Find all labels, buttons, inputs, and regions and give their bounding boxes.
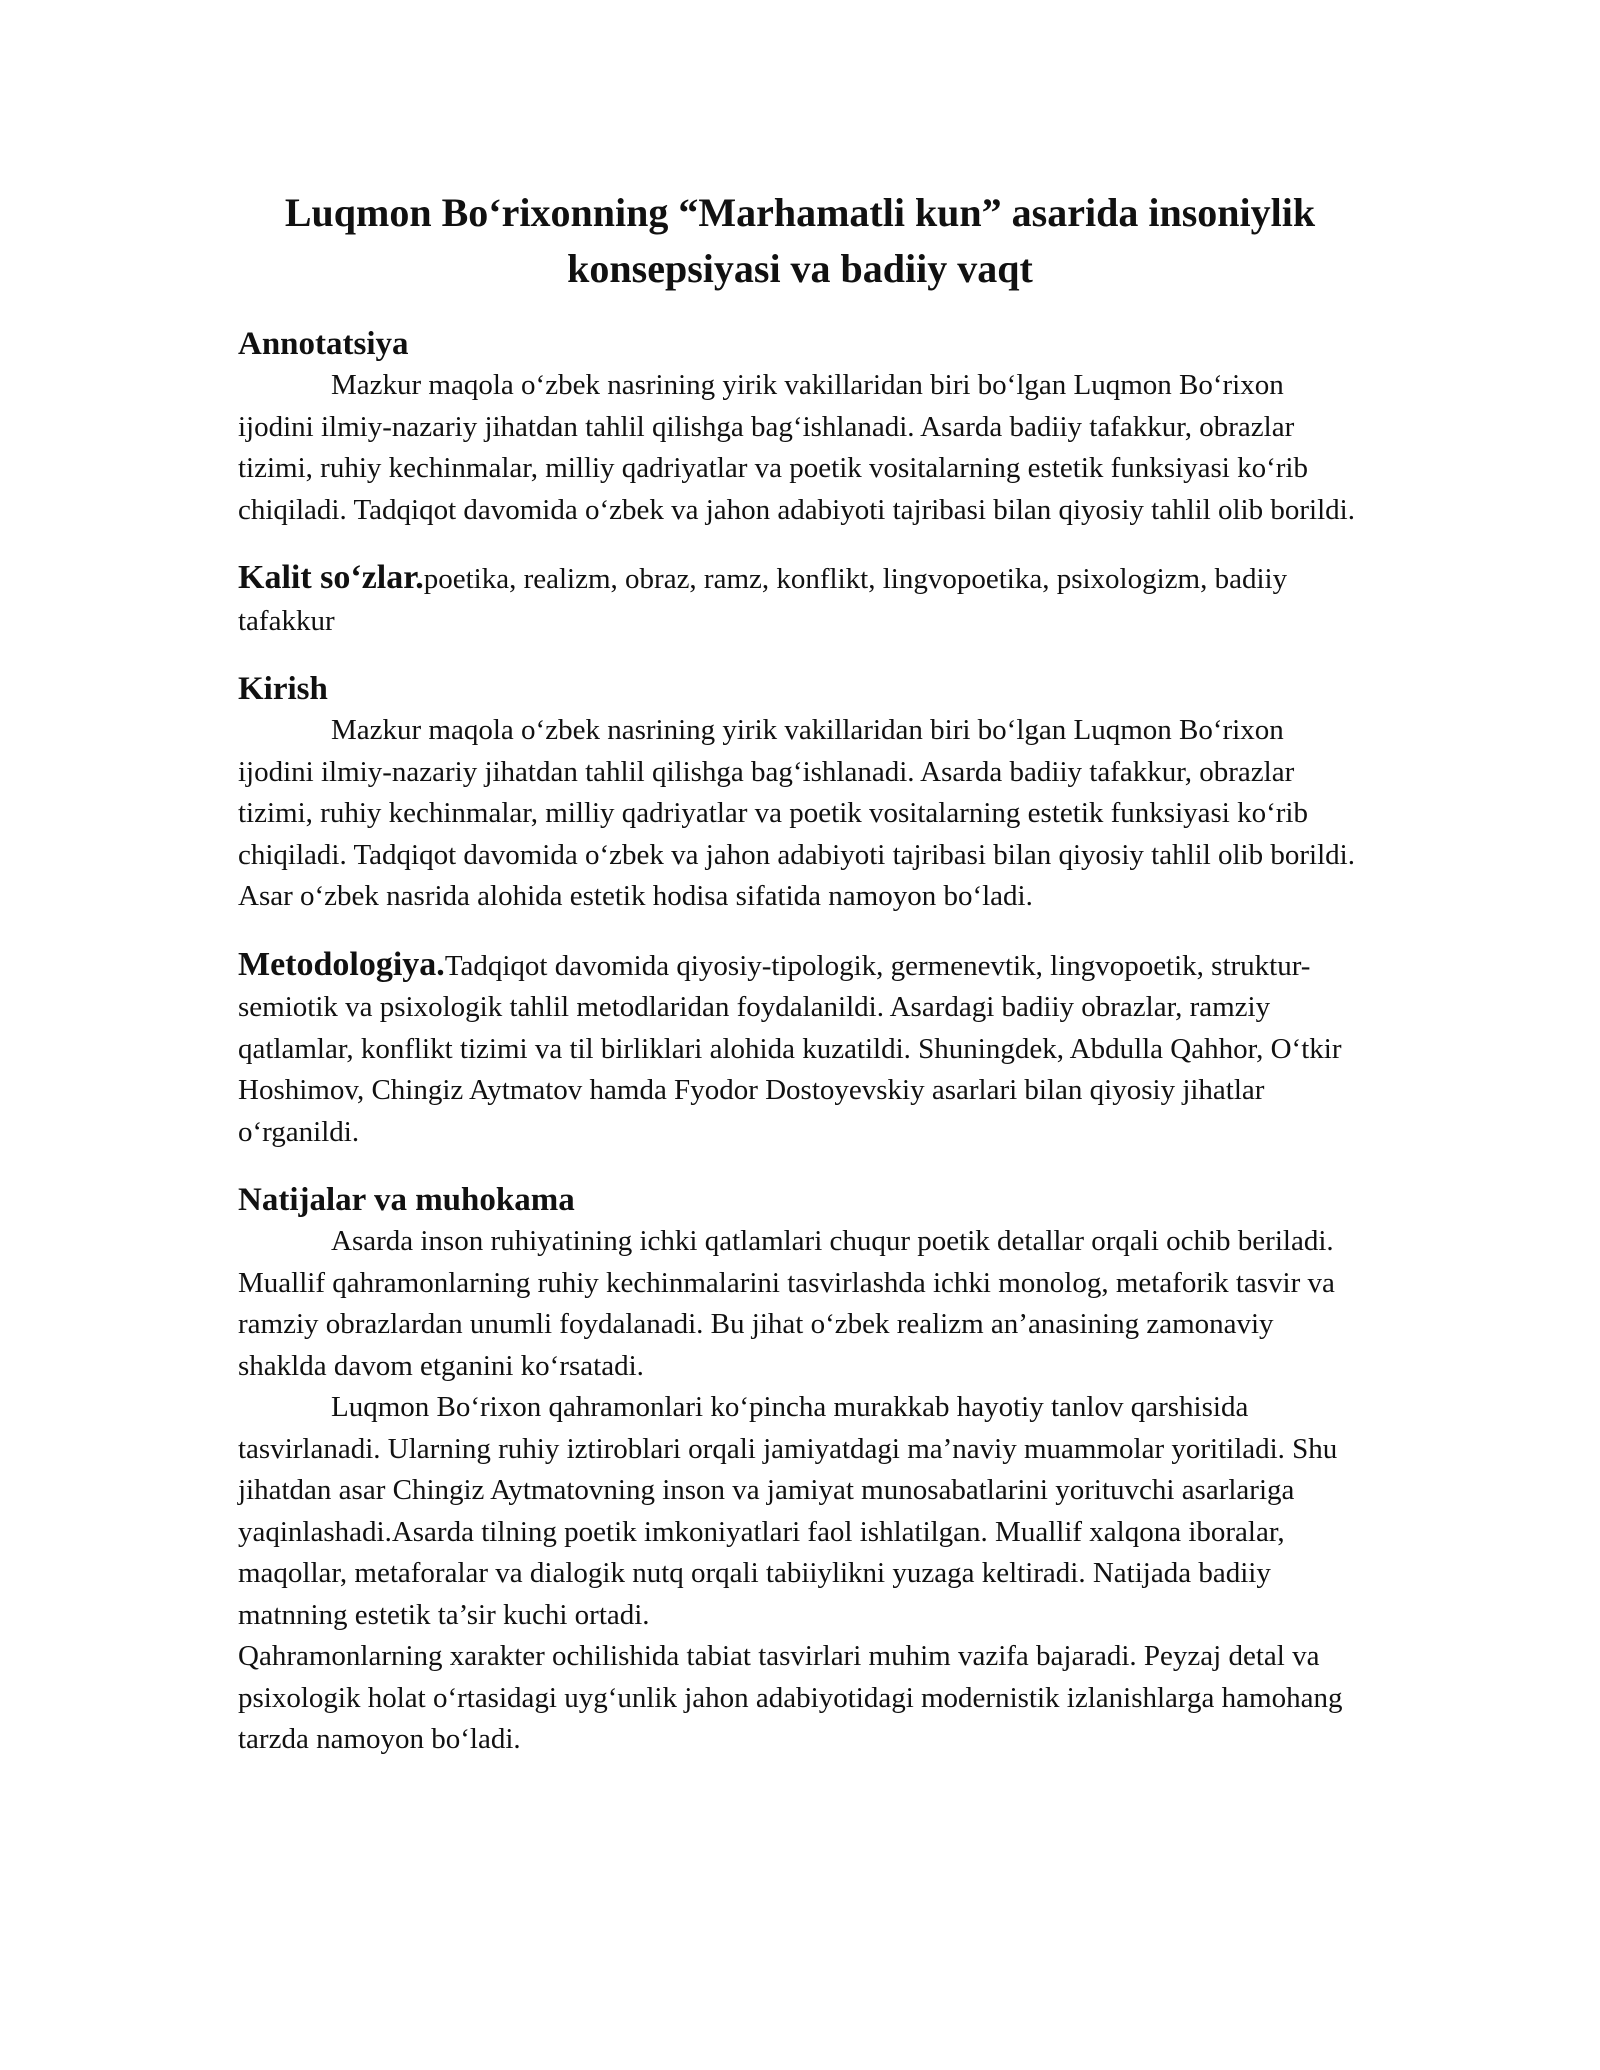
keywords-label: Kalit so‘zlar. xyxy=(238,559,424,596)
results-heading: Natijalar va muhokama xyxy=(238,1182,575,1218)
results-section xyxy=(238,1179,1362,1761)
methodology-section xyxy=(238,944,1362,1154)
keywords-section xyxy=(238,557,1362,642)
methodology-text: Tadqiqot davomida qiyosiy-tipologik, germenevtik, lingvopoetik, struktur-semiotik va psixologik tahlil metodlaridan foydalanildi. Asardagi badiiy obrazlar, ramziy qatlamlar, konflikt tizimi va til birliklari alohida kuzatildi. Shuningdek, Abdulla Qahhor, O‘tkir Hoshimov, Chingiz Aytmatov hamda Fyodor Dostoyevskiy asarlari bilan qiyosiy jihatlar o‘rganildi. xyxy=(238,949,1342,1148)
results-paragraph-1: Asarda inson ruhiyatining ichki qatlamlari chuqur poetik detallar orqali ochib beriladi. Muallif qahramonlarning ruhiy kechinmalarini tasvirlashda ichki monolog, metaforik tasvir va ramziy obrazlardan unumli foydalanadi. Bu jihat o‘zbek realizm an’anasining zamonaviy shaklda davom etganini ko‘rsatadi. xyxy=(238,1225,1335,1382)
methodology-label: Metodologiya. xyxy=(238,945,445,983)
introduction-heading: Kirish xyxy=(238,671,328,707)
keywords-paragraph xyxy=(238,557,1362,642)
annotation-section xyxy=(238,323,1362,531)
document-title: Luqmon Bo‘rixonning “Marhamatli kun” asarida insoniylik konsepsiyasi va badiiy vaqt xyxy=(284,190,1316,291)
annotation-heading: Annotatsiya xyxy=(238,326,409,362)
methodology-paragraph xyxy=(238,944,1362,1154)
results-paragraph-3: Qahramonlarning xarakter ochilishida tabiat tasvirlari muhim vazifa bajaradi. Peyzaj detal va psixologik holat o‘rtasidagi uyg‘unlik jahon adabiyotidagi modernistik izlanishlarga hamohang tarzda namoyon bo‘ladi. xyxy=(238,1640,1343,1755)
introduction-text: Mazkur maqola o‘zbek nasrining yirik vakillaridan biri bo‘lgan Luqmon Bo‘rixon ijodini ilmiy-nazariy jihatdan tahlil qilishga bag‘ishlanadi. Asarda badiiy tafakkur, obrazlar tizimi, ruhiy kechinmalar, milliy qadriyatlar va poetik vositalarning estetik funksiyasi ko‘rib chiqiladi. Tadqiqot davomida o‘zbek va jahon adabiyoti tajribasi bilan qiyosiy tahlil olib borildi. Asar o‘zbek nasrida alohida estetik hodisa sifatida namoyon bo‘ladi. xyxy=(238,714,1355,912)
keywords-text: poetika, realizm, obraz, ramz, konflikt, lingvopoetika, psixologizm, badiiy tafakkur xyxy=(238,563,1288,637)
annotation-text: Mazkur maqola o‘zbek nasrining yirik vakillaridan biri bo‘lgan Luqmon Bo‘rixon ijodini ilmiy-nazariy jihatdan tahlil qilishga bag‘ishlanadi. Asarda badiiy tafakkur, obrazlar tizimi, ruhiy kechinmalar, milliy qadriyatlar va poetik vositalarning estetik funksiyasi ko‘rib chiqiladi. Tadqiqot davomida o‘zbek va jahon adabiyoti tajribasi bilan qiyosiy tahlil olib borildi. xyxy=(238,369,1355,526)
introduction-section xyxy=(238,668,1362,918)
results-paragraph-2: Luqmon Bo‘rixon qahramonlari ko‘pincha murakkab hayotiy tanlov qarshisida tasvirlanadi. Ularning ruhiy iztiroblari orqali jamiyatdagi ma’naviy muammolar yoritiladi. Shu jihatdan asar Chingiz Aytmatovning inson va jamiyat munosabatlarini yorituvchi asarlariga yaqinlashadi.Asarda tilning poetik imkoniyatlari faol ishlatilgan. Muallif xalqona iboralar, maqollar, metaforalar va dialogik nutq orqali tabiiylikni yuzaga keltiradi. Natijada badiiy matnning estetik ta’sir kuchi ortadi. xyxy=(238,1391,1338,1631)
